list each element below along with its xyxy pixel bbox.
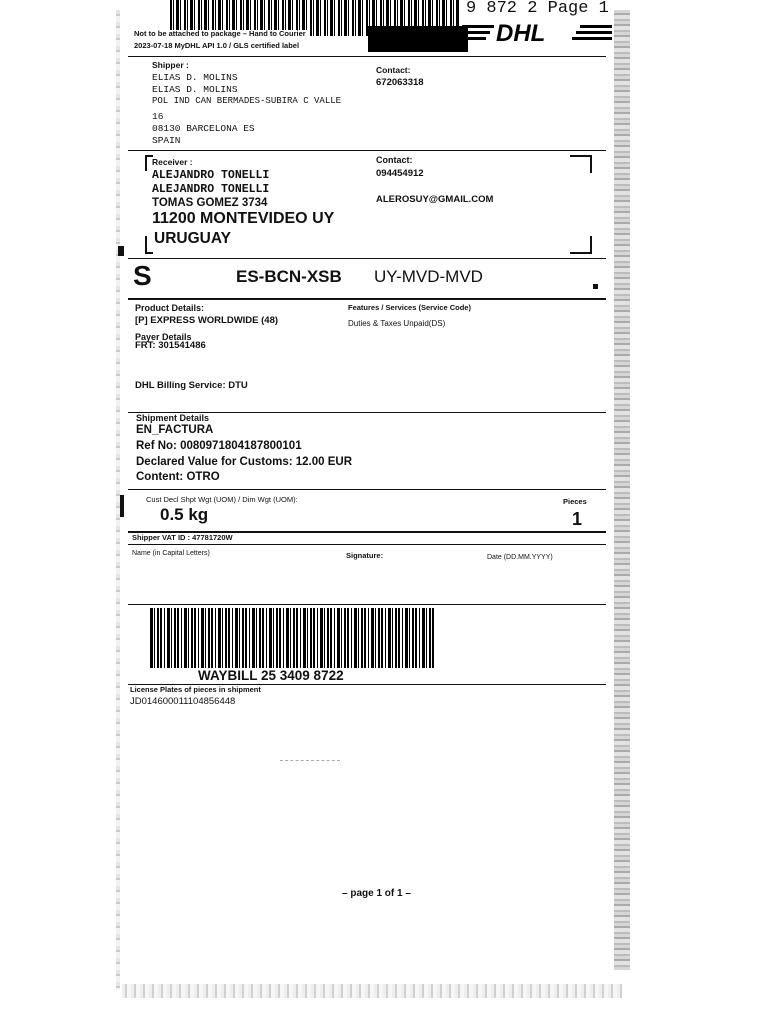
shipment-content: Content: OTRO	[136, 471, 220, 483]
shipment-heading: Shipment Details	[136, 413, 210, 423]
header-black-band	[368, 26, 468, 52]
billing-service: DHL Billing Service: DTU	[135, 380, 248, 391]
receiver-country: URUGUAY	[154, 230, 231, 247]
dhl-logo	[462, 20, 612, 46]
date-label: Date (DD.MM.YYYY)	[487, 554, 553, 561]
shipper-line-5: 08130 BARCELONA ES	[152, 123, 255, 134]
shipper-contact-phone: 672063318	[376, 77, 424, 88]
shipper-heading: Shipper :	[152, 60, 189, 70]
product-name: [P] EXPRESS WORLDWIDE (48)	[135, 315, 279, 326]
shipment-ref: Ref No: 0080971804187800101	[136, 440, 302, 452]
waybill-number: WAYBILL 25 3409 8722	[198, 668, 344, 683]
product-heading: Product Details:	[135, 303, 205, 313]
origin-route: ES-BCN-XSB	[236, 267, 342, 286]
receiver-contact-label: Contact:	[376, 155, 413, 165]
shipper-line-2: ELIAS D. MOLINS	[152, 84, 238, 95]
shipment-line-1: EN_FACTURA	[136, 424, 214, 436]
name-label: Name (in Capital Letters)	[132, 550, 210, 557]
corner-mark-top-right	[570, 155, 592, 173]
page-footer: – page 1 of 1 –	[342, 888, 411, 899]
features-heading: Features / Services (Service Code)	[348, 303, 471, 312]
page-indicator: 9 872 2 Page 1	[466, 0, 609, 18]
payer-value: FRT: 301541486	[135, 340, 206, 351]
features-value: Duties & Taxes Unpaid(DS)	[348, 319, 446, 328]
receiver-line-3: TOMAS GOMEZ 3734	[152, 197, 268, 209]
shipper-line-6: SPAIN	[152, 135, 181, 146]
divider-routing	[128, 298, 606, 300]
shipment-declared-value: Declared Value for Customs: 12.00 EUR	[136, 456, 353, 468]
pieces-value: 1	[572, 509, 583, 529]
divider-shipper	[128, 150, 606, 151]
route-dot	[593, 284, 598, 289]
receiver-line-2: ALEJANDRO TONELLI	[152, 183, 270, 196]
signature-label: Signature:	[346, 551, 384, 560]
payer-heading: Payer Details	[135, 332, 192, 342]
shipper-contact-label: Contact:	[376, 65, 411, 75]
label-info: 2023-07-18 MyDHL API 1.0 / GLS certified label	[134, 41, 300, 50]
destination-route: UY-MVD-MVD	[374, 267, 483, 286]
scan-edge-right	[614, 10, 630, 970]
product-code: S	[133, 260, 152, 291]
receiver-city: 11200 MONTEVIDEO UY	[152, 210, 335, 227]
weight-label: Cust Decl Shpt Wgt (UOM) / Dim Wgt (UOM):	[146, 495, 298, 504]
receiver-line-1: ALEJANDRO TONELLI	[152, 169, 270, 182]
receiver-contact-phone: 094454912	[376, 168, 424, 179]
divider-vat	[128, 544, 606, 545]
divider-header	[128, 56, 606, 57]
shipper-line-1: ELIAS D. MOLINS	[152, 72, 238, 83]
divider-signature	[128, 604, 606, 605]
license-value: JD014600011104856448	[130, 696, 236, 707]
shipper-line-4: 16	[152, 111, 164, 122]
shipper-line-3: POL IND CAN BERMADES-SUBIRA C VALLE	[152, 96, 342, 106]
divider-shipment	[128, 489, 606, 490]
weight-value: 0.5 kg	[160, 505, 209, 524]
divider-receiver	[128, 258, 606, 259]
dhl-logo-text: DHL	[496, 20, 546, 46]
pieces-label: Pieces	[563, 497, 587, 506]
receiver-heading: Receiver :	[152, 157, 193, 167]
courier-notice: Not to be attached to package – Hand to Courier	[134, 30, 310, 38]
corner-mark-bottom-left	[145, 236, 153, 254]
corner-mark-bottom-right	[570, 236, 592, 254]
faint-scan-line	[280, 760, 340, 762]
shipper-vat: Shipper VAT ID : 47781720W	[132, 533, 233, 542]
waybill-barcode	[150, 608, 435, 668]
receiver-email: ALEROSUY@GMAIL.COM	[376, 194, 494, 205]
scan-mark-left	[118, 246, 124, 256]
scan-edge-bottom	[122, 984, 622, 998]
license-heading: License Plates of pieces in shipment	[130, 685, 261, 694]
scan-mark-weight	[120, 495, 124, 517]
